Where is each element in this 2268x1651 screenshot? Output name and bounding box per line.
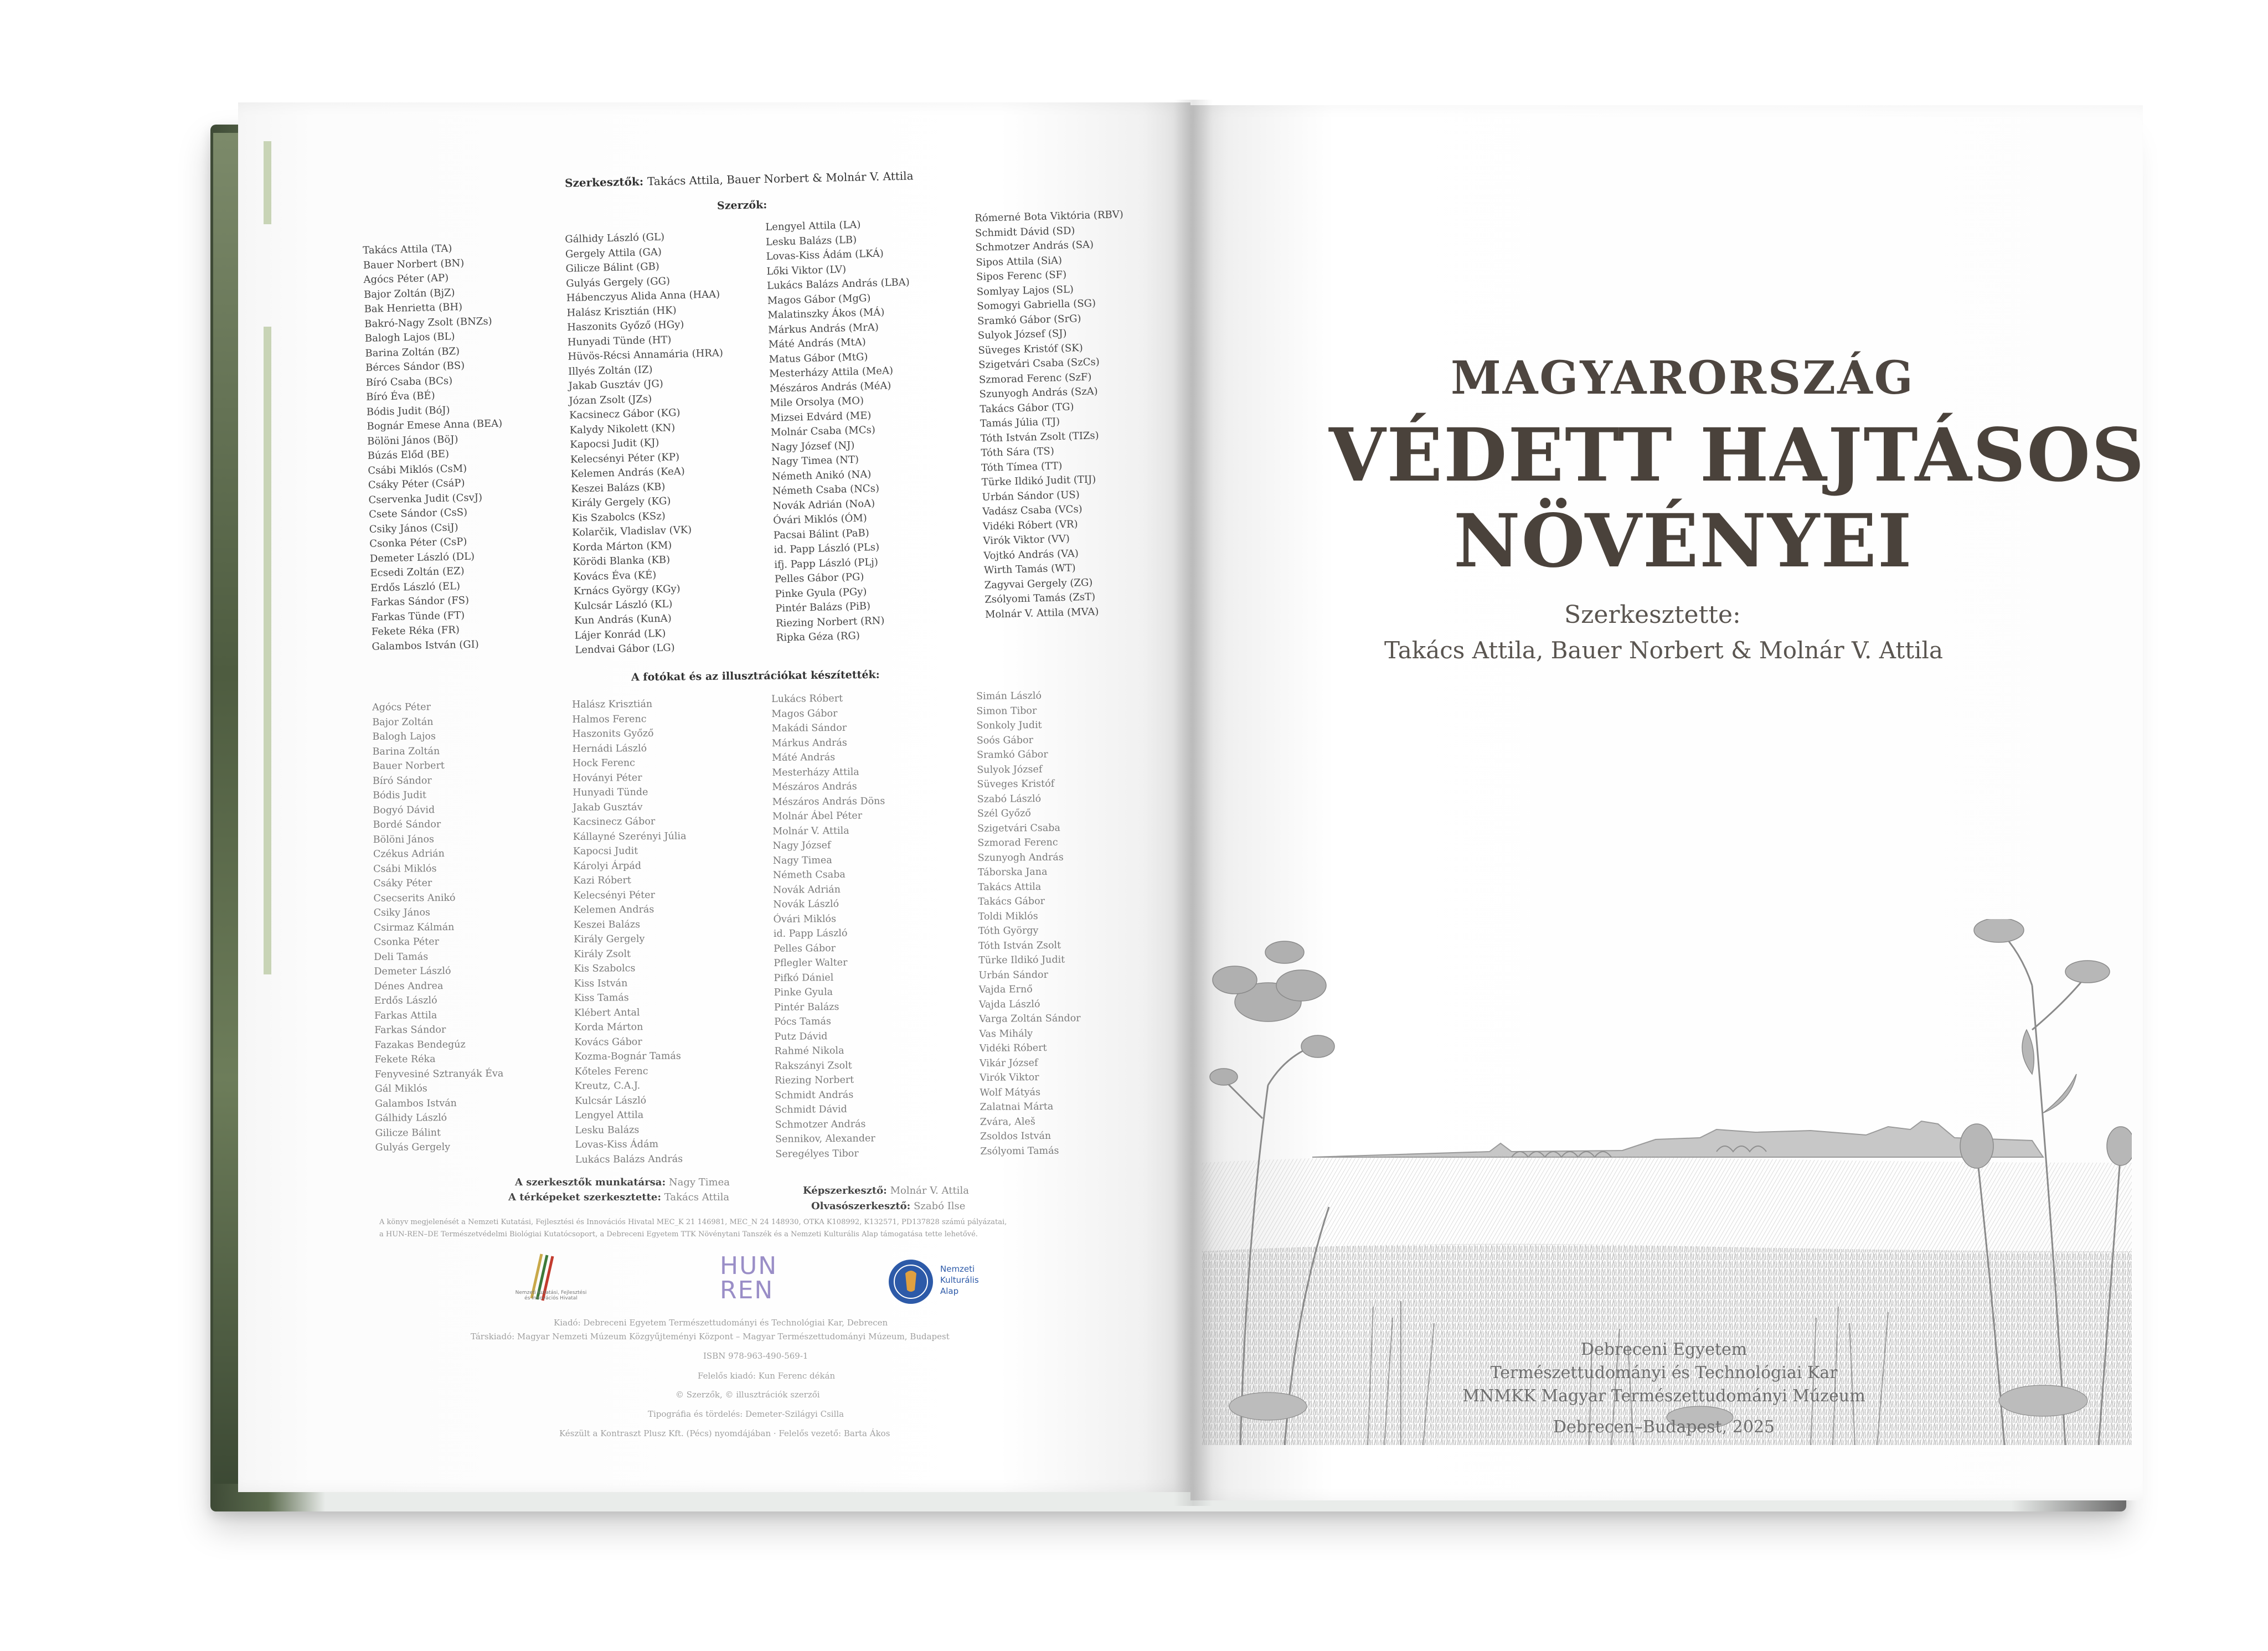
photographer-entry: Varga Zoltán Sándor <box>979 1013 1081 1025</box>
author-entry: Zagyvai Gergely (ZG) <box>984 576 1093 591</box>
photographer-entry: Vikár József <box>979 1057 1038 1069</box>
photographer-entry: Soós Gábor <box>976 734 1034 746</box>
author-entry: Hüvös-Récsi Annamária (HRA) <box>568 347 724 363</box>
imprint-line: Felelős kiadó: Kun Ferenc dékán <box>698 1371 836 1381</box>
author-entry: Kovács Éva (KÉ) <box>573 569 657 583</box>
photographer-entry: Szél Győző <box>977 808 1031 819</box>
publisher-line: MNMKK Magyar Természettudományi Múzeum <box>1462 1386 1865 1406</box>
photographer-entry: Farkas Sándor <box>374 1024 446 1036</box>
author-entry: Wirth Tamás (WT) <box>983 562 1076 576</box>
photographer-entry: Hernádi László <box>572 742 647 755</box>
photographer-entry: Jakab Gusztáv <box>573 801 643 813</box>
author-entry: Keszei Balázs (KB) <box>571 481 666 495</box>
author-entry: Kapocsi Judit (KJ) <box>570 436 659 451</box>
photographer-entry: Kazi Róbert <box>573 875 631 886</box>
photographer-entry: Vajda Ernő <box>978 984 1033 995</box>
photographer-entry: Bódis Judit <box>373 790 427 801</box>
photographer-entry: Keszei Balázs <box>573 919 641 931</box>
author-entry: Molnár Csaba (MCs) <box>770 424 876 438</box>
author-entry: Riezing Norbert (RN) <box>775 615 885 630</box>
author-entry: Körödi Blanka (KB) <box>573 554 671 568</box>
author-entry: Kis Szabolcs (KSz) <box>571 510 666 524</box>
author-entry: Krnács György (KGy) <box>573 583 681 597</box>
photographer-entry: Rahmé Nikola <box>774 1045 844 1057</box>
author-entry: Süveges Kristóf (SK) <box>978 342 1083 357</box>
photographer-entry: Bíró Sándor <box>372 775 432 787</box>
photographer-column-2 <box>572 697 689 1167</box>
author-entry: Korda Márton (KM) <box>572 539 672 554</box>
photographer-entry: Simán László <box>976 690 1042 702</box>
author-entry: Urbán Sándor (US) <box>982 488 1080 503</box>
photographer-entry: Demeter László <box>374 966 451 977</box>
author-entry: Balogh Lajos (BL) <box>364 331 455 344</box>
photographer-entry: Urbán Sándor <box>978 969 1048 981</box>
imprint-line: ISBN 978-963-490-569-1 <box>703 1351 808 1361</box>
author-entry: Gálhidy László (GL) <box>565 231 665 245</box>
photographer-entry: Gál Miklós <box>374 1083 427 1095</box>
author-entry: id. Papp László (PLs) <box>774 541 880 556</box>
photographer-entry: Bajor Zoltán <box>372 716 434 728</box>
author-entry: Pinke Gyula (PGy) <box>775 585 867 600</box>
author-entry: Galambos István (GI) <box>372 638 480 653</box>
imprint-line: Társkiadó: Magyar Nemzeti Múzeum Közgyűjteményi Központ – Magyar Természettudományi Múzeum, Budapest <box>471 1332 950 1342</box>
author-entry: Takács Gábor (TG) <box>980 400 1074 415</box>
photographer-entry: Kacsinecz Gábor <box>573 816 656 828</box>
photographer-entry: Kelemen András <box>573 904 654 916</box>
author-entry: Vadász Csaba (VCs) <box>982 503 1083 518</box>
author-entry: Tóth Sára (TS) <box>981 445 1055 459</box>
photographer-entry: Gilicze Bálint <box>375 1127 441 1139</box>
author-entry: Illyés Zoltán (IZ) <box>568 363 653 378</box>
author-entry: Lengyel Attila (LA) <box>765 219 861 233</box>
title-line-1: MAGYARORSZÁG <box>1451 352 1915 405</box>
edited-by-label: Szerkesztette: <box>1564 601 1741 629</box>
author-entry: Csiky János (CsiJ) <box>369 521 458 535</box>
author-column-1 <box>363 240 508 654</box>
photographer-entry: Szigetvári Csaba <box>977 822 1060 834</box>
funding-note-line-1: A könyv megjelenését a Nemzeti Kutatási, Fejlesztési és Innovációs Hivatal MEC_K 21 146981, MEC_N 24 148930, OTKA K108992, K132571, PD137828 számú pályázatai, <box>379 1218 1007 1226</box>
photographer-column-1 <box>372 699 504 1155</box>
author-entry: Sipos Attila (SiA) <box>976 254 1063 269</box>
author-entry: Lovas-Kiss Ádám (LKÁ) <box>766 247 884 262</box>
author-entry: Bajor Zoltán (BjZ) <box>363 286 455 301</box>
funding-note-line-2: a HUN-REN–DE Természetvédelmi Biológiai Kutatócsoport, a Debreceni Egyetem TTK Növénytani Tanszék és a Nemzeti Kulturális Alap támogatása tette lehetővé. <box>379 1230 978 1239</box>
photographer-entry: Mészáros András <box>772 781 857 793</box>
author-entry: Szigetvári Csaba (SzCs) <box>978 356 1100 371</box>
photographer-entry: Makádi Sándor <box>771 722 847 734</box>
author-entry: Farkas Sándor (FS) <box>370 594 470 608</box>
author-entry: Rómerné Bota Viktória (RBV) <box>975 208 1124 224</box>
photographer-entry: Kozma-Bognár Tamás <box>574 1050 681 1062</box>
author-entry: Somlyay Lajos (SL) <box>976 283 1074 298</box>
photographer-entry: Csáky Péter <box>373 878 432 889</box>
photographer-entry: Kállayné Szerényi Júlia <box>573 830 687 843</box>
photographer-entry: Király Gergely <box>573 933 645 945</box>
hun-ren-logo-line-1: HUN <box>720 1252 778 1280</box>
photographer-entry: Molnár Ábel Péter <box>772 810 863 822</box>
author-entry: Vojtkó András (VA) <box>983 547 1079 562</box>
hun-ren-logo <box>720 1254 797 1309</box>
author-entry: Nagy Timea (NT) <box>771 453 859 468</box>
author-entry: Kolarčik, Vladislav (VK) <box>571 524 692 539</box>
photographer-entry: Hunyadi Tünde <box>573 787 648 798</box>
author-entry: Sulyok József (SJ) <box>977 327 1067 342</box>
photographer-entry: Halász Krisztián <box>572 698 653 710</box>
author-entry: Magos Gábor (MgG) <box>767 292 871 307</box>
photographer-entry: Tóth György <box>978 925 1039 937</box>
imprint-line: Tipográfia és tördelés: Demeter-Szilágyi Csilla <box>648 1409 844 1419</box>
author-entry: Óvári Miklós (ÓM) <box>772 512 868 527</box>
photographer-entry: Kőteles Ferenc <box>574 1065 648 1077</box>
credit-maps: A térképeket szerkesztette: Takács Attila <box>508 1191 730 1203</box>
author-entry: Szmorad Ferenc (SzF) <box>978 371 1092 386</box>
photographer-entry: Szunyogh András <box>977 852 1064 864</box>
photographer-entry: Wolf Mátyás <box>980 1086 1041 1098</box>
author-entry: Bíró Éva (BÉ) <box>366 390 435 403</box>
photographer-entry: Farkas Attila <box>374 1009 437 1021</box>
author-entry: Takács Attila (TA) <box>363 243 452 256</box>
nka-logo <box>886 1257 1019 1312</box>
author-entry: Agócs Péter (AP) <box>363 272 449 286</box>
title-line-3: NÖVÉNYEI <box>1453 498 1913 584</box>
photographer-entry: Novák László <box>773 898 839 910</box>
photographer-entry: Pelles Gábor <box>773 942 836 955</box>
photographer-entry: Pinke Gyula <box>774 987 833 998</box>
author-entry: Bognár Emese Anna (BEA) <box>367 417 503 432</box>
credit-image-editor: Képszerkesztő: Molnár V. Attila <box>803 1185 969 1196</box>
author-entry: Tóth Tímea (TT) <box>981 460 1063 474</box>
photographers-heading: A fotókat és az illusztrációkat készítették: <box>631 668 880 684</box>
author-entry: Szunyogh András (SzA) <box>979 385 1098 400</box>
author-entry: Németh Anikó (NA) <box>771 468 872 483</box>
author-entry: Gilicze Bálint (GB) <box>565 260 660 275</box>
photographer-entry: Molnár V. Attila <box>772 825 849 837</box>
author-entry: Haszonits Győző (HGy) <box>566 318 684 333</box>
photographer-entry: Korda Márton <box>574 1021 643 1033</box>
author-entry: Csábi Miklós (CsM) <box>368 462 467 477</box>
imprint-line: Készült a Kontraszt Plusz Kft. (Pécs) nyomdájában · Felelős vezető: Barta Ákos <box>559 1428 890 1438</box>
author-entry: Nagy József (NJ) <box>771 439 855 453</box>
photographer-entry: Novák Adrián <box>773 884 841 896</box>
author-entry: Cservenka Judit (CsvJ) <box>368 491 483 506</box>
photographer-entry: Tóth István Zsolt <box>978 940 1061 952</box>
author-entry: Lendvai Gábor (LG) <box>575 642 675 656</box>
author-entry: Schmidt Dávid (SD) <box>975 224 1075 239</box>
photographer-entry: Pflegler Walter <box>774 957 848 969</box>
author-entry: Gergely Attila (GA) <box>565 246 662 260</box>
author-entry: Mészáros András (MéA) <box>769 379 891 395</box>
author-entry: Bak Henrietta (BH) <box>364 301 463 315</box>
author-entry: Kelecsényi Péter (KP) <box>570 451 680 466</box>
author-entry: Csáky Péter (CsáP) <box>368 477 465 491</box>
author-entry: Kulcsár László (KL) <box>574 597 673 612</box>
photographer-entry: Zsoldos István <box>980 1130 1051 1142</box>
author-entry: Mizsei Edvárd (ME) <box>770 409 872 424</box>
author-entry: Türke Ildikó Judit (TIJ) <box>981 473 1096 488</box>
photographer-column-3 <box>771 691 888 1162</box>
author-entry: Pacsai Bálint (PaB) <box>773 527 870 541</box>
credit-editor-assistant: A szerkesztők munkatársa: Nagy Timea <box>515 1177 730 1188</box>
photographer-entry: Óvári Miklós <box>773 913 837 925</box>
accent-bar-top <box>264 141 271 224</box>
photographer-entry: Magos Gábor <box>771 708 838 720</box>
photographer-entry: Király Zsolt <box>574 948 631 960</box>
photographer-entry: Riezing Norbert <box>775 1074 854 1086</box>
author-entry: Mile Orsolya (MO) <box>770 395 864 409</box>
author-entry: Halász Krisztián (HK) <box>566 304 677 319</box>
photographer-entry: Csirmaz Kálmán <box>373 921 455 933</box>
author-entry: Gulyás Gergely (GG) <box>565 275 671 290</box>
author-entry: Bódis Judit (BóJ) <box>366 404 450 418</box>
author-entry: Csete Sándor (CsS) <box>368 506 468 520</box>
photographer-entry: Balogh Lajos <box>372 731 436 742</box>
photographer-entry: Schmidt Dávid <box>775 1103 847 1116</box>
author-entry: Kun András (KunA) <box>574 612 672 627</box>
photographer-entry: Kelecsényi Péter <box>573 889 656 901</box>
author-entry: Hunyadi Tünde (HT) <box>567 333 672 348</box>
author-entry: Tóth István Zsolt (TIZs) <box>980 429 1099 445</box>
author-entry: Bakró-Nagy Zsolt (BNZs) <box>364 315 492 330</box>
photographer-entry: Gulyás Gergely <box>375 1142 451 1153</box>
photographer-entry: Dénes Andrea <box>374 980 444 992</box>
author-entry: Kacsinecz Gábor (KG) <box>569 407 681 421</box>
photographer-entry: Bogyó Dávid <box>373 804 435 816</box>
photographer-entry: Fazakas Bendegúz <box>374 1039 466 1051</box>
credit-proofreader: Olvasószerkesztő: Szabó Ilse <box>811 1200 966 1212</box>
photographer-entry: Agócs Péter <box>372 701 431 713</box>
authors-heading: Szerzők: <box>717 199 767 212</box>
author-entry: Ripka Géza (RG) <box>776 630 860 644</box>
author-entry: Lesku Balázs (LB) <box>765 234 857 248</box>
photographer-entry: Deli Tamás <box>374 951 429 963</box>
photographer-entry: Hock Ferenc <box>572 757 636 769</box>
photographer-entry: Pócs Tamás <box>774 1016 831 1028</box>
publisher-line: Debrecen–Budapest, 2025 <box>1553 1417 1775 1437</box>
photographer-entry: Putz Dávid <box>774 1030 828 1043</box>
author-entry: Novák Adrián (NoA) <box>772 497 875 512</box>
author-entry: Sramkó Gábor (SrG) <box>977 312 1081 327</box>
author-entry: Somogyi Gabriella (SG) <box>977 297 1096 312</box>
author-entry: Barina Zoltán (BZ) <box>365 345 460 359</box>
author-entry: Márkus András (MrA) <box>767 321 879 336</box>
author-entry: Mesterházy Attila (MeA) <box>769 365 894 380</box>
photographer-entry: Virók Viktor <box>980 1072 1039 1084</box>
author-entry: Molnár V. Attila (MVA) <box>984 605 1099 621</box>
accent-bar-middle <box>264 327 271 974</box>
photographer-entry: id. Papp László <box>773 927 848 940</box>
author-entry: Virók Viktor (VV) <box>983 533 1070 547</box>
photographer-entry: Károlyi Árpád <box>573 860 642 872</box>
photographer-entry: Kis Szabolcs <box>574 963 636 974</box>
photographer-entry: Sonkoly Judit <box>976 719 1042 731</box>
author-entry: Erdős László (EL) <box>370 580 461 594</box>
author-entry: Józan Zsolt (JZs) <box>569 393 652 407</box>
photographer-entry: Mészáros András Döns <box>772 795 885 808</box>
imprint-line: Kiadó: Debreceni Egyetem Természettudományi és Technológiai Kar, Debrecen <box>554 1318 888 1328</box>
author-entry: Ecsedi Zoltán (EZ) <box>370 565 465 579</box>
edited-by-names: Takács Attila, Bauer Norbert & Molnár V. Attila <box>1384 637 1943 664</box>
author-entry: Fekete Réka (FR) <box>371 624 460 638</box>
photographer-entry: Kiss István <box>574 977 628 989</box>
photographer-entry: Zsólyomi Tamás <box>980 1145 1059 1157</box>
author-entry: Zsólyomi Tamás (ZsT) <box>984 591 1096 606</box>
author-entry: Máté András (MtA) <box>768 336 866 350</box>
photographer-entry: Zvára, Aleš <box>980 1116 1035 1128</box>
photographer-entry: Lovas-Kiss Ádám <box>575 1138 659 1150</box>
author-entry: Demeter László (DL) <box>369 550 475 565</box>
photographer-entry: Németh Csaba <box>772 869 846 881</box>
photographer-entry: Rakszányi Zsolt <box>774 1060 852 1072</box>
photographer-entry: Klébert Antal <box>574 1007 640 1019</box>
author-entry: Vidéki Róbert (VR) <box>982 518 1078 533</box>
photographer-entry: Lukács Róbert <box>771 693 843 705</box>
photographer-entry: Takács Gábor <box>978 895 1045 907</box>
photographer-entry: Fekete Réka <box>374 1054 436 1065</box>
author-entry: Pelles Gábor (PG) <box>774 571 864 585</box>
author-entry: Kelemen András (KeA) <box>570 465 685 480</box>
photographer-entry: Bauer Norbert <box>372 760 445 772</box>
nka-logo-text: Nemzeti Kulturális Alap <box>940 1264 979 1296</box>
photographer-entry: Zalatnai Márta <box>980 1101 1054 1113</box>
publisher-line: Debreceni Egyetem <box>1580 1340 1748 1359</box>
photographer-entry: Czékus Adrián <box>373 848 445 860</box>
photographer-entry: Kiss Tamás <box>574 992 629 1004</box>
photographer-entry: Nagy Timea <box>772 854 832 866</box>
photographer-entry: Csonka Péter <box>373 936 440 948</box>
photographer-entry: Pifkó Dániel <box>774 972 834 984</box>
author-column-2 <box>565 229 730 658</box>
photographer-entry: Kreutz, C.A.J. <box>574 1080 641 1092</box>
photographer-entry: Fenyvesiné Sztranyák Éva <box>374 1067 504 1080</box>
author-entry: Bauer Norbert (BN) <box>363 257 465 271</box>
author-entry: Bölöni János (BöJ) <box>367 433 458 447</box>
photographer-entry: Sulyok József <box>977 763 1043 776</box>
photographer-entry: Schmidt András <box>775 1089 854 1101</box>
photographer-entry: Lesku Balázs <box>575 1124 640 1136</box>
author-entry: Németh Csaba (NCs) <box>772 482 880 497</box>
photographer-entry: Csecserits Anikó <box>373 892 456 904</box>
author-entry: Király Gergely (KG) <box>571 495 671 509</box>
author-entry: Bíró Csaba (BCs) <box>365 374 453 389</box>
author-entry: Tamás Júlia (TJ) <box>980 416 1060 430</box>
photographer-entry: Simon Tibor <box>976 705 1037 717</box>
photographer-entry: Sramkó Gábor <box>976 749 1048 761</box>
photographer-entry: Seregélyes Tibor <box>775 1148 859 1160</box>
photographer-entry: Galambos István <box>375 1097 457 1110</box>
author-entry: Búzás Előd (BE) <box>367 448 450 462</box>
photographer-entry: Vas Mihály <box>979 1028 1033 1040</box>
title-line-2: VÉDETT HAJTÁSOS <box>1329 412 2146 498</box>
photographer-entry: Schmotzer András <box>775 1118 866 1131</box>
photographer-entry: Márkus András <box>771 737 847 749</box>
photographer-entry: Haszonits Győző <box>572 728 654 740</box>
photographer-entry: Máté András <box>771 751 836 763</box>
photographer-column-4 <box>976 688 1082 1159</box>
author-entry: Matus Gábor (MtG) <box>769 350 868 365</box>
publisher-line: Természettudományi és Technológiai Kar <box>1490 1363 1838 1382</box>
photographer-entry: Pintér Balázs <box>774 1001 839 1013</box>
author-entry: Lőki Viktor (LV) <box>766 263 847 277</box>
photographer-entry: Toldi Miklós <box>978 910 1038 922</box>
editors-line: Szerkesztők: Takács Attila, Bauer Norbert & Molnár V. Attila <box>564 169 914 190</box>
author-entry: Sipos Ferenc (SF) <box>976 269 1067 283</box>
photographer-entry: Bölöni János <box>373 833 435 845</box>
photographer-entry: Gálhidy László <box>375 1112 447 1124</box>
photographer-entry: Táborska Jana <box>977 866 1048 878</box>
photographer-entry: Vidéki Róbert <box>979 1042 1047 1054</box>
gov-logo-label: Nemzeti Kutatási, Fejlesztési és Innovációs Hivatal <box>515 1290 587 1301</box>
photographer-entry: Süveges Kristóf <box>977 778 1055 790</box>
imprint-line: © Szerzők, © illusztrációk szerzői <box>676 1390 820 1400</box>
gov-logo <box>515 1248 587 1309</box>
author-entry: Bérces Sándor (BS) <box>365 359 465 374</box>
author-entry: Hábenczyus Alida Anna (HAA) <box>566 288 720 304</box>
hun-ren-logo-line-2: REN <box>720 1276 774 1304</box>
photographer-entry: Erdős László <box>374 995 437 1007</box>
photographer-entry: Szmorad Ferenc <box>977 837 1058 849</box>
photographer-entry: Lengyel Attila <box>575 1110 644 1121</box>
photographer-entry: Szabó László <box>977 793 1042 805</box>
photographer-entry: Türke Ildikó Judit <box>978 954 1065 966</box>
photographer-entry: Lukács Balázs András <box>575 1153 683 1165</box>
photographer-entry: Sennikov, Alexander <box>775 1133 875 1145</box>
author-column-3 <box>765 216 919 646</box>
photographer-entry: Vajda László <box>978 998 1040 1010</box>
photographer-entry: Halmos Ferenc <box>572 713 647 725</box>
photographer-entry: Takács Attila <box>978 881 1042 893</box>
photographer-entry: Kovács Gábor <box>574 1036 642 1048</box>
author-entry: Schmotzer András (SA) <box>975 239 1094 254</box>
photographer-entry: Mesterházy Attila <box>772 766 859 778</box>
author-entry: Lájer Konrád (LK) <box>574 627 666 642</box>
photographer-entry: Kulcsár László <box>575 1095 647 1107</box>
photographer-entry: Csábi Miklós <box>373 863 437 875</box>
author-entry: Kalydy Nikolett (KN) <box>569 421 676 436</box>
author-entry: Farkas Tünde (FT) <box>371 609 465 623</box>
author-entry: Jakab Gusztáv (JG) <box>568 378 664 392</box>
photographer-entry: Hoványi Péter <box>572 772 642 784</box>
photographer-entry: Csiky János <box>373 907 431 919</box>
author-entry: Lukács Balázs András (LBA) <box>766 276 910 292</box>
author-entry: Csonka Péter (CsP) <box>369 535 467 550</box>
photographer-entry: Barina Zoltán <box>372 745 440 757</box>
photographer-entry: Bordé Sándor <box>373 819 441 830</box>
author-entry: Malatinszky Ákos (MÁ) <box>767 306 885 321</box>
author-entry: Pintér Balázs (PiB) <box>775 600 871 615</box>
photographer-entry: Kapocsi Judit <box>573 845 638 857</box>
photographer-entry: Nagy József <box>772 840 831 852</box>
author-entry: ifj. Papp László (PLj) <box>774 556 879 571</box>
author-column-4 <box>975 208 1134 622</box>
